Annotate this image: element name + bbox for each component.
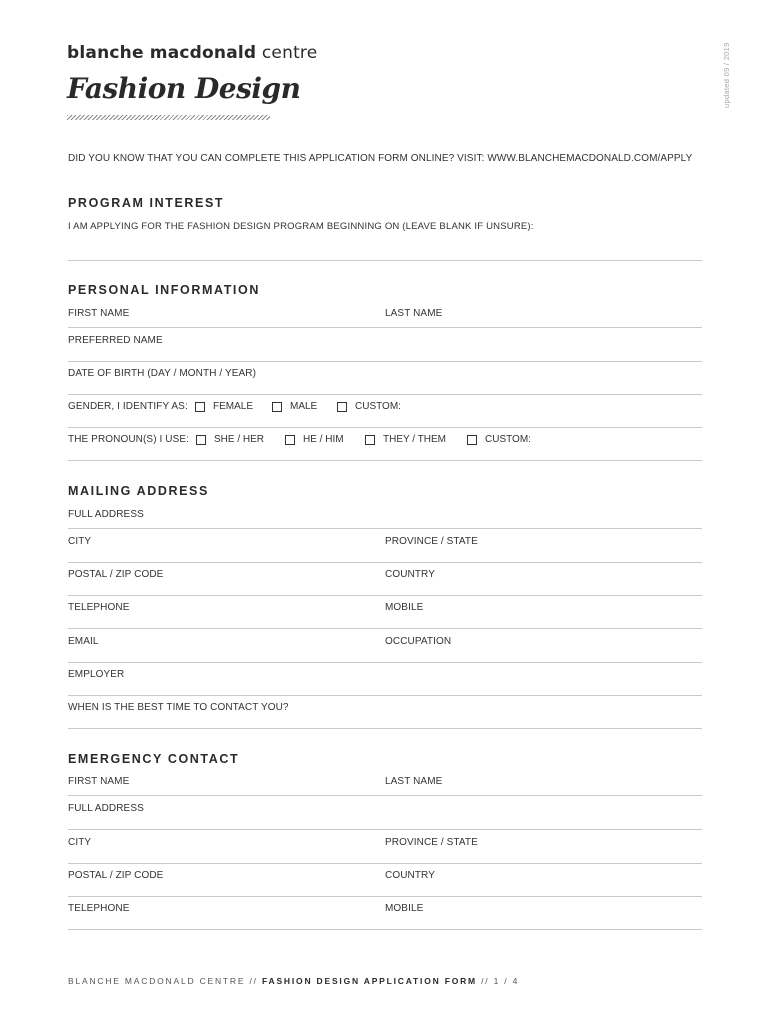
updated-date: updated 09 / 2019 (722, 42, 731, 108)
checkbox-icon (467, 435, 477, 445)
pronoun-option-they-them[interactable] (365, 434, 446, 445)
pronoun-option-label: THEY / THEM (383, 434, 446, 445)
page-title: Fashion Design (67, 72, 301, 105)
mailing-postal-country-row[interactable] (68, 563, 702, 596)
gender-option-label: FEMALE (213, 401, 254, 412)
emergency-province-label: PROVINCE / STATE (385, 837, 478, 848)
name-field-row[interactable] (68, 308, 702, 328)
emergency-postal-country-row[interactable] (68, 864, 702, 897)
mailing-employer-row[interactable] (68, 663, 702, 696)
emergency-telephone-label: TELEPHONE (68, 903, 130, 914)
title-underline-decoration (67, 115, 270, 120)
checkbox-icon (272, 402, 282, 412)
gender-option-female[interactable] (195, 401, 253, 412)
section-heading-program-interest: PROGRAM INTEREST (68, 196, 225, 210)
emergency-city-province-row[interactable] (68, 831, 702, 864)
emergency-full-address-label: FULL ADDRESS (68, 803, 144, 814)
gender-field-row (68, 395, 702, 428)
preferred-name-label: PREFERRED NAME (68, 335, 163, 346)
mailing-email-occupation-row[interactable] (68, 630, 702, 663)
emergency-full-address-row[interactable] (68, 797, 702, 830)
last-name-label: LAST NAME (385, 308, 443, 319)
gender-label: GENDER, I IDENTIFY AS: (68, 401, 188, 412)
pronoun-label: THE PRONOUN(S) I USE: (68, 434, 189, 445)
gender-option-label: CUSTOM: (355, 401, 401, 412)
program-start-field[interactable] (68, 260, 702, 261)
emergency-city-label: CITY (68, 837, 92, 848)
pronoun-option-he-him[interactable] (285, 434, 344, 445)
checkbox-icon (196, 435, 206, 445)
dob-label: DATE OF BIRTH (DAY / MONTH / YEAR) (68, 368, 257, 379)
employer-label: EMPLOYER (68, 669, 125, 680)
emergency-last-name-label: LAST NAME (385, 776, 443, 787)
checkbox-icon (337, 402, 347, 412)
pronoun-option-custom[interactable] (467, 434, 531, 445)
mailing-full-address-field-row[interactable] (68, 509, 702, 529)
pronoun-option-she-her[interactable] (196, 434, 264, 445)
brand-suffix: centre (261, 43, 318, 63)
postal-code-label: POSTAL / ZIP CODE (68, 569, 164, 580)
best-time-label: WHEN IS THE BEST TIME TO CONTACT YOU? (68, 702, 289, 713)
emergency-phone-row[interactable] (68, 897, 702, 930)
footer-org: BLANCHE MACDONALD CENTRE // (68, 976, 258, 986)
checkbox-icon (195, 402, 205, 412)
country-label: COUNTRY (385, 569, 435, 580)
email-label: EMAIL (68, 636, 99, 647)
dob-field-row[interactable] (68, 362, 702, 395)
emergency-mobile-label: MOBILE (385, 903, 424, 914)
pronoun-option-label: CUSTOM: (485, 434, 531, 445)
checkbox-icon (285, 435, 295, 445)
mailing-best-time-row[interactable] (68, 696, 702, 729)
pronoun-option-label: HE / HIM (303, 434, 344, 445)
full-address-label: FULL ADDRESS (68, 509, 144, 520)
mailing-city-province-row[interactable] (68, 530, 702, 563)
mobile-label: MOBILE (385, 602, 424, 613)
gender-option-male[interactable] (272, 401, 317, 412)
emergency-country-label: COUNTRY (385, 870, 435, 881)
preferred-name-field-row[interactable] (68, 329, 702, 362)
pronoun-field-row (68, 428, 702, 461)
section-heading-personal-information: PERSONAL INFORMATION (68, 283, 260, 297)
footer-form-title: FASHION DESIGN APPLICATION FORM (262, 976, 477, 986)
mailing-phone-row[interactable] (68, 596, 702, 629)
brand-name: blanche macdonald (67, 43, 257, 63)
emergency-first-name-label: FIRST NAME (68, 776, 130, 787)
first-name-label: FIRST NAME (68, 308, 130, 319)
program-start-prompt: I AM APPLYING FOR THE FASHION DESIGN PROGRAM BEGINNING ON (LEAVE BLANK IF UNSURE): (68, 221, 534, 232)
occupation-label: OCCUPATION (385, 636, 452, 647)
footer-page-number: // 1 / 4 (481, 976, 520, 986)
section-heading-mailing-address: MAILING ADDRESS (68, 484, 209, 498)
checkbox-icon (365, 435, 375, 445)
emergency-postal-label: POSTAL / ZIP CODE (68, 870, 164, 881)
pronoun-option-label: SHE / HER (214, 434, 265, 445)
telephone-label: TELEPHONE (68, 602, 130, 613)
emergency-name-row[interactable] (68, 776, 702, 796)
province-label: PROVINCE / STATE (385, 536, 478, 547)
gender-option-custom[interactable] (337, 401, 401, 412)
brand-logo (67, 43, 317, 63)
section-heading-emergency-contact: EMERGENCY CONTACT (68, 752, 240, 766)
gender-option-label: MALE (290, 401, 318, 412)
page-footer (68, 976, 519, 986)
updated-note (722, 42, 732, 118)
online-application-notice: DID YOU KNOW THAT YOU CAN COMPLETE THIS APPLICATION FORM ONLINE? VISIT: WWW.BLANCHEMACDONALD.COM/APPLY (68, 153, 693, 164)
city-label: CITY (68, 536, 92, 547)
